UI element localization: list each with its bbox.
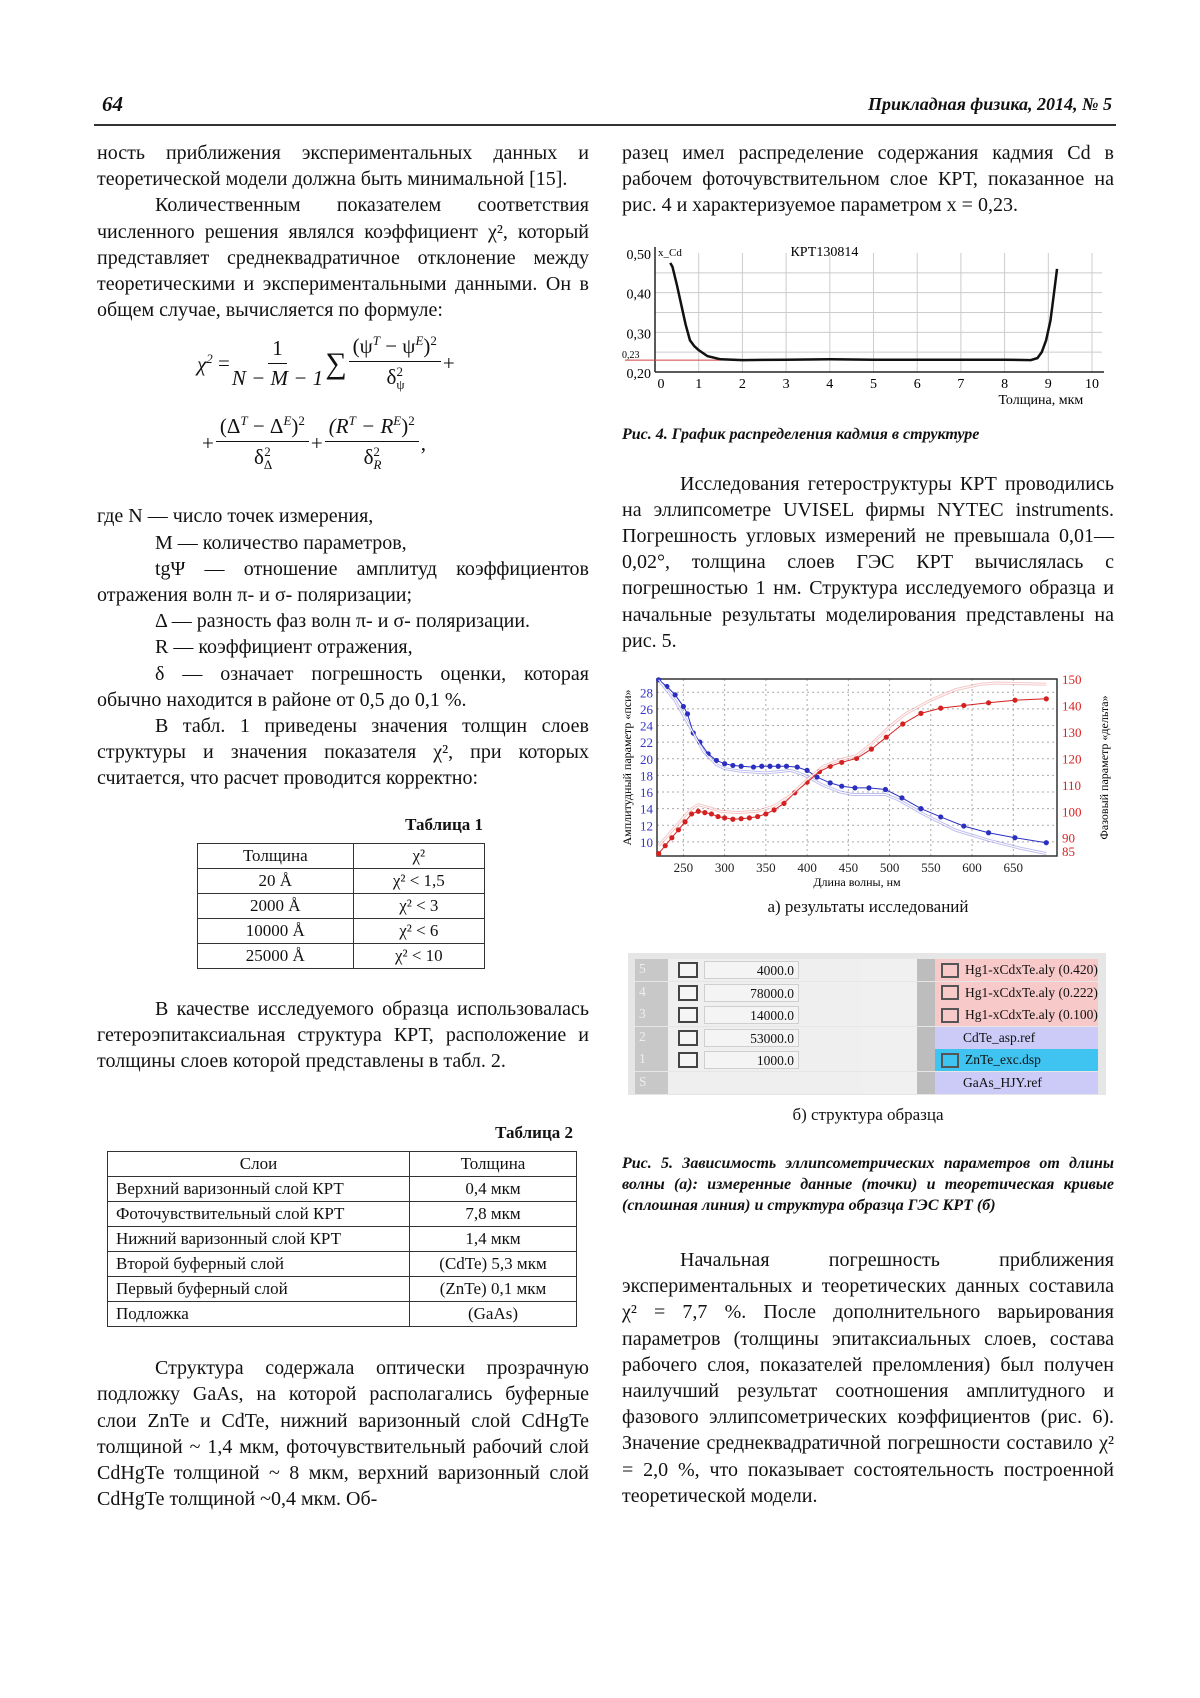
data-point [900,721,905,726]
layer-checkbox[interactable] [678,985,698,1001]
data-point [715,814,720,819]
left-tick-label: 22 [640,735,653,751]
right-tick-label: 150 [1062,672,1082,688]
table1 [197,843,485,969]
paragraph: Количественным показателем соответствия численного решения являлся коэффициент χ², который представляет среднеквадратичное отклонение между теоретическими и экспериментальными данными. Он в общем случае, вычисляется по формуле: [97,194,589,322]
left-tick-label: 12 [640,818,653,834]
plot-frame [657,679,1057,856]
structure-layer-row[interactable] [635,1072,1098,1094]
layer-checkbox[interactable] [678,1052,698,1068]
paragraph: Начальная погрешность приближения экспериментальных и теоретических данных составила χ² = 7,7 %. После дополнительного варьирования параметров (толщины эпитаксиальных слоев, состава рабочего слоя, показателей преломления) был получен наилучший результат соотношения амплитудного и фазового эллипсометрических коэффициентов (рис. 6). Значение среднеквадратичной погрешности составило χ² = 2,0 %, что показывает состоятельность построенной теоретической модели. [622,1249,1114,1507]
layer-index: 2 [635,1027,668,1049]
layer-thickness-cell [668,1072,862,1094]
spacer [917,1004,935,1026]
table1-caption: Таблица 1 [405,814,483,834]
series-line [670,263,1057,360]
table-row: Верхний варизонный слой КРТ 0,4 мкм [108,1177,577,1202]
table-row: 20 Å χ² < 1,5 [198,868,485,893]
table-row: Нижний варизонный слой КРТ 1,4 мкм [108,1227,577,1252]
spacer [917,1027,935,1049]
structure-layer-row[interactable] [635,982,1098,1004]
data-point [883,787,888,792]
data-point [986,830,991,835]
thickness-input[interactable]: 53000.0 [704,1029,799,1047]
x-tick-label: 650 [1003,860,1024,876]
x-tick-label: 9 [1044,376,1052,392]
header-cell: χ² [353,843,484,868]
x-tick-label: 4 [826,376,834,392]
table2 [107,1151,577,1327]
table2-caption: Таблица 2 [495,1123,573,1143]
data-point [759,764,764,769]
data-point [755,814,760,819]
x-tick-label: 3 [782,376,790,392]
table-header-row: Слои Толщина [108,1152,577,1177]
left-tick-label: 10 [640,834,653,850]
x-tick-label: 7 [957,376,965,392]
material-cell[interactable] [935,959,1098,981]
layer-thickness-cell [668,982,862,1004]
fig5b-caption: б) структура образца [792,1105,944,1125]
x-tick-label: 550 [921,860,941,876]
right-tick-label: 100 [1062,804,1082,820]
y-tick-label: 0,40 [626,287,651,303]
x-tick-label: 500 [879,860,900,876]
definition: R — коэффициент отражения, [155,636,413,659]
data-point [852,785,857,790]
header-rule [94,124,1116,126]
left-tick-label: 24 [640,718,653,734]
data-point [747,815,752,820]
x-tick-label: 400 [797,860,817,876]
definition: Δ — разность фаз волн π- и σ- поляризации. [155,610,531,633]
definitions-list [97,503,589,713]
paragraph: В качестве исследуемого образца использовалась гетероэпитаксиальная структура КРТ, расположение и толщины слоев которой представлены в табл. 2. [97,997,589,1073]
paragraph: Исследования гетероструктуры КРТ проводились на эллипсометре UVISEL фирмы NYTEC instruments. Погрешность угловых измерений не превышала 0,01—0,02°, толщина слоев ГЭС КРТ вычислялась с погрешностью 1 нм. Структура исследуемого образца и начальные результаты моделирования представлены на рис. 5. [622,472,1114,652]
data-point [918,711,923,716]
material-name: Hg1-xCdxTe.aly (0.100) [965,1007,1098,1023]
structure-panel [622,953,1114,1095]
material-name: Hg1-xCdxTe.aly (0.222) [965,984,1098,1000]
data-point [776,764,781,769]
layer-index: 3 [635,1004,668,1026]
data-point [1044,696,1049,701]
structure-layer-row[interactable] [635,959,1098,981]
layer-checkbox[interactable] [678,1030,698,1046]
structure-layer-row[interactable] [635,1049,1098,1071]
right-tick-label: 85 [1062,844,1075,860]
left-tick-label: 20 [640,751,653,767]
data-point [869,747,874,752]
layer-index: 4 [635,982,668,1004]
definition: tgΨ — отношение амплитуд коэффициентов отражения волн π- и σ- поляризации; [97,557,589,607]
layer-checkbox[interactable] [678,1007,698,1023]
data-point [884,735,889,740]
fig5-caption: Рис. 5. Зависимость эллипсометрических параметров от длины волны (а): измеренные данные (точки) и теоретическая кривые (сплошная линия) и структура образца ГЭС КРТ (б) [622,1155,1114,1215]
data-point [663,843,668,848]
material-checkbox[interactable] [941,1008,959,1023]
spacer [917,1072,935,1094]
material-cell[interactable] [935,1072,1098,1094]
data-point [1044,840,1049,845]
table-row: Второй буферный слой (CdTe) 5,3 мкм [108,1252,577,1277]
cadmium-distribution-chart [622,238,1114,410]
right-tick-label: 110 [1062,777,1082,793]
left-tick-label: 16 [640,785,653,801]
layer-index: 1 [635,1049,668,1071]
layer-thickness-cell [668,1027,862,1049]
layer-thickness-cell [668,959,862,981]
right-axis-label: Фазовый параметр «дельта» [1097,695,1111,840]
x-axis-label: Длина волны, нм [813,875,901,890]
y-tick-label: 0,30 [626,326,651,342]
formula-lhs: $\chi^2$ [197,350,213,376]
header-cell: Толщина [198,843,354,868]
spacer [862,959,917,981]
material-checkbox[interactable] [941,985,959,1000]
y-tick-label: 0,50 [626,247,651,263]
chi-square-formula: $\chi^2$ = $\frac{1}{N - M - 1}$ ∑ $\frac{(\psi^T - \psi^E)^2}{\delta_\psi^2}$ + + $\frac{(\Delta^T - \Delta^E)^2}{\delta_\Delta^2}$ + $\frac{(R^T - R^E)^2}{\delta_R^2}$ , [197,333,455,473]
data-point [739,764,744,769]
spacer [862,1072,917,1094]
table-header-row [198,843,485,868]
fig5a-caption: а) результаты исследований [767,897,969,917]
paragraph: ность приближения экспериментальных данных и теоретической модели должна быть минимальной [15]. [97,142,589,191]
y-axis-label: x_Cd [658,246,682,259]
right-tick-label: 90 [1062,830,1075,846]
theory-curve-halo [659,680,1047,854]
sum-symbol: ∑ [325,346,347,380]
data-point [696,809,701,814]
data-point [1012,698,1017,703]
data-point [722,815,727,820]
spacer [862,982,917,1004]
left-tick-label: 18 [640,768,653,784]
table-row: Подложка (GaAs) [108,1302,577,1327]
layer-thickness-cell [668,1004,862,1026]
fraction: $\frac{(\Delta^T - \Delta^E)^2}{\delta_\Delta^2}$ [216,413,309,473]
right-tick-label: 140 [1062,698,1082,714]
layer-thickness-cell [668,1049,862,1071]
equals: = [218,351,230,376]
x-tick-label: 600 [962,860,982,876]
data-point [938,814,943,819]
layer-index: S [635,1072,668,1094]
thickness-input[interactable]: 14000.0 [704,1006,799,1024]
right-tick-label: 120 [1062,751,1082,767]
material-name: GaAs_HJY.ref [963,1074,1042,1090]
data-point [685,711,690,716]
data-point [739,816,744,821]
spacer [917,959,935,981]
material-name: Hg1-xCdxTe.aly (0.420) [965,962,1098,978]
data-point [702,810,707,815]
material-name: ZnTe_exc.dsp [965,1052,1041,1068]
page-number: 64 [102,92,123,116]
x-axis-label: Толщина, мкм [998,392,1084,408]
x-tick-label: 5 [870,376,877,392]
spacer [917,1049,935,1071]
structure-layer-row[interactable] [635,1004,1098,1026]
left-tick-label: 28 [640,685,653,701]
x-tick-label: 8 [1001,376,1009,392]
journal-title: Прикладная физика, 2014, № 5 [867,94,1112,114]
reference-label: 0,23 [622,349,640,361]
data-point [767,764,772,769]
x-tick-label: 250 [673,860,694,876]
data-point [676,827,681,832]
data-point [751,765,756,770]
fraction: $\frac{1}{N - M - 1}$ [231,336,324,391]
table-row: 25000 Å χ² < 10 [198,943,485,968]
data-point [656,851,661,856]
table-row: 10000 Å χ² < 6 [198,918,485,943]
x-tick-label: 2 [738,376,746,392]
data-point [986,700,991,705]
data-point [828,780,833,785]
data-point [1012,835,1017,840]
definition: где N — число точек измерения, [97,505,374,528]
x-tick-label: 350 [756,860,776,876]
data-point [866,785,871,790]
data-point [795,765,800,770]
thickness-input[interactable]: 1000.0 [704,1051,799,1069]
thickness-input[interactable]: 4000.0 [704,961,799,979]
thickness-input[interactable]: 78000.0 [704,984,799,1002]
structure-layer-row[interactable] [635,1027,1098,1049]
spacer [862,1004,917,1026]
data-point [763,811,768,816]
data-point [730,817,735,822]
paragraph: Структура содержала оптически прозрачную подложку GaAs, на которой располагались буферные слои ZnTe и CdTe, нижний варизонный слой CdHgTe толщиной ~ 1,4 мкм, фоточувствительный рабочий слой CdHgTe толщиной ~ 8 мкм, верхний варизонный слой CdHgTe толщиной ~0,4 мкм. Об- [97,1357,589,1511]
fig4-caption: Рис. 4. График распределения кадмия в структуре [622,425,980,443]
ellipsometry-chart [622,674,1114,896]
theory-curve [659,680,1047,854]
data-point [839,784,844,789]
spacer [862,1027,917,1049]
x-tick-label: 0 [657,376,665,392]
data-point [730,763,735,768]
data-point [961,703,966,708]
spacer [862,1049,917,1071]
data-point [722,761,727,766]
material-checkbox[interactable] [941,1053,959,1068]
right-column [622,140,1114,1509]
definition: δ — означает погрешность оценки, которая обычно находится в районе от 0,5 до 0,1 %. [97,662,589,711]
left-tick-label: 14 [640,801,653,817]
x-tick-label: 450 [838,860,859,876]
data-point [784,764,789,769]
material-cell[interactable] [935,1004,1098,1026]
x-tick-label: 6 [913,376,921,392]
left-column [97,140,589,1512]
data-point [805,768,810,773]
material-cell[interactable] [935,1049,1098,1071]
material-cell[interactable] [935,982,1098,1004]
table-row: Первый буферный слой (ZnTe) 0,1 мкм [108,1277,577,1302]
data-point [669,835,674,840]
fraction: $\frac{(R^T - R^E)^2}{\delta_R^2}$ [325,413,419,473]
data-point [938,706,943,711]
layer-checkbox[interactable] [678,962,698,978]
right-tick-label: 130 [1062,724,1082,740]
material-name: CdTe_asp.ref [963,1029,1036,1045]
left-axis-label: Амплитудный параметр «пси» [620,689,634,846]
material-checkbox[interactable] [941,963,959,978]
fraction: $\frac{(\psi^T - \psi^E)^2}{\delta_\psi^2}$ [349,333,441,393]
y-tick-label: 0,20 [626,366,651,382]
chart-title: КРТ130814 [790,244,859,260]
x-tick-label: 300 [714,860,735,876]
layer-index: 5 [635,959,668,981]
data-point [961,824,966,829]
x-tick-label: 10 [1085,376,1099,392]
paragraph: В табл. 1 приведены значения толщин слоев структуры и значения показателя χ², при которых считается, что расчет проводится корректно: [97,715,589,790]
spacer [917,982,935,1004]
material-cell[interactable] [935,1027,1098,1049]
definition: M — количество параметров, [155,531,407,554]
table-row: Фоточувствительный слой КРТ 7,8 мкм [108,1202,577,1227]
table-row: 2000 Å χ² < 3 [198,893,485,918]
paragraph: разец имел распределение содержания кадмия Cd в рабочем фоточувствительном слое КРТ, показанное на рис. 4 и характеризуемое параметром x = 0,23. [622,142,1114,217]
data-point [709,811,714,816]
data-point [681,704,686,709]
left-tick-label: 26 [640,701,653,717]
x-tick-label: 1 [695,376,703,392]
